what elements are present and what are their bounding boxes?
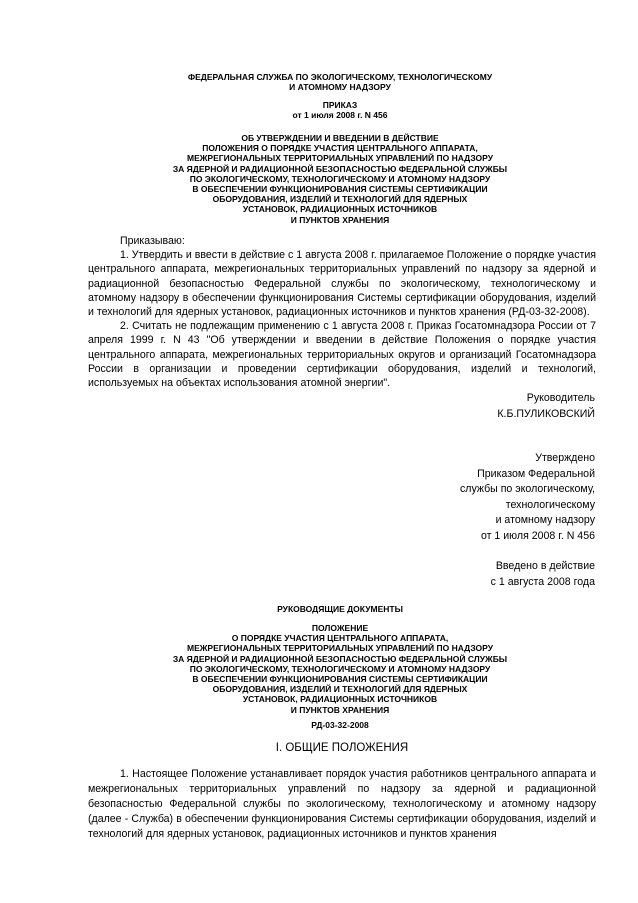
- order-title: ПРИКАЗ: [322, 100, 358, 110]
- subject-line: ОБ УТВЕРЖДЕНИИ И ВВЕДЕНИИ В ДЕЙСТВИЕ: [241, 133, 439, 143]
- regulation-code: РД-03-32-2008: [311, 720, 369, 730]
- agency-line: ФЕДЕРАЛЬНАЯ СЛУЖБА ПО ЭКОЛОГИЧЕСКОМУ, ТЕХНОЛОГИЧЕСКОМУ: [187, 72, 493, 82]
- paragraph-2: 2. Считать не подлежащим применению с 1 августа 2008 г. Приказ Госатомнадзора России от 7 апреля 1999 г. N 43 "Об утверждении и введении в действие Положения о порядке участия центрального аппарата, межрегиональных территориальных округов и организаций Госатомнадзора России в организации и проведении сертификации оборудования, изделий и технологий, используемых на объектах использования атомной энергии".: [88, 320, 596, 390]
- regulation-title-line: ОБОРУДОВАНИЯ, ИЗДЕЛИЙ И ТЕХНОЛОГИЙ ДЛЯ ЯДЕРНЫХ: [212, 684, 468, 695]
- subject-line: ЗА ЯДЕРНОЙ И РАДИАЦИОННОЙ БЕЗОПАСНОСТЬЮ ФЕДЕРАЛЬНОЙ СЛУЖБЫ: [172, 163, 508, 174]
- subject-line: УСТАНОВОК, РАДИАЦИОННЫХ ИСТОЧНИКОВ: [242, 204, 438, 215]
- signature-role: Руководитель: [526, 392, 595, 404]
- subject-line: В ОБЕСПЕЧЕНИИ ФУНКЦИОНИРОВАНИЯ СИСТЕМЫ СЕРТИФИКАЦИИ: [192, 184, 488, 195]
- agency-line: И АТОМНОМУ НАДЗОРУ: [289, 82, 391, 93]
- approval-line: и атомному надзору: [495, 514, 595, 526]
- regulation-title-line: О ПОРЯДКЕ УЧАСТИЯ ЦЕНТРАЛЬНОГО АППАРАТА,: [231, 633, 449, 644]
- subject-line: ПО ЭКОЛОГИЧЕСКОМУ, ТЕХНОЛОГИЧЕСКОМУ И АТОМНОМУ НАДЗОРУ: [189, 173, 491, 184]
- subject-line: И ПУНКТОВ ХРАНЕНИЯ: [290, 214, 390, 225]
- regulation-title-line: ПО ЭКОЛОГИЧЕСКОМУ, ТЕХНОЛОГИЧЕСКОМУ И АТОМНОМУ НАДЗОРУ: [189, 663, 491, 674]
- approval-line: Приказом Федеральной: [477, 467, 595, 480]
- intro-text: Приказываю:: [120, 235, 185, 247]
- signature-block: [295, 391, 595, 422]
- effective-date-block: [295, 559, 595, 590]
- agency-header: [60, 72, 620, 92]
- approval-line: технологическому: [505, 498, 595, 511]
- section-heading: I. ОБЩИЕ ПОЛОЖЕНИЯ: [275, 742, 409, 754]
- approval-block: [295, 451, 595, 544]
- paragraph-1: 1. Утвердить и ввести в действие с 1 августа 2008 г. прилагаемое Положение о порядке участия центрального аппарата, межрегиональных территориальных управлений по надзору за ядерной и радиационной безопасностью Федеральной службы по экологическому, технологическому и атомному надзору в обеспечении функционирования Системы сертификации оборудования, изделий и технологий для ядерных установок, радиационных источников и пунктов хранения (РД-03-32-2008).: [88, 249, 596, 319]
- approval-line: службы по экологическому,: [459, 483, 595, 495]
- regulation-title-line: И ПУНКТОВ ХРАНЕНИЯ: [290, 704, 390, 715]
- signature-name: К.Б.ПУЛИКОВСКИЙ: [497, 407, 595, 420]
- regulation-title: [60, 623, 620, 715]
- approval-line: Утверждено: [535, 452, 595, 464]
- order-title-block: [60, 100, 620, 120]
- regulation-title-line: ПОЛОЖЕНИЕ: [311, 623, 369, 633]
- subject-line: МЕЖРЕГИОНАЛЬНЫХ ТЕРРИТОРИАЛЬНЫХ УПРАВЛЕНИЙ ПО НАДЗОРУ: [187, 153, 493, 164]
- regulation-heading: РУКОВОДЯЩИЕ ДОКУМЕНТЫ: [277, 604, 403, 614]
- order-date: от 1 июля 2008 г. N 456: [292, 110, 388, 121]
- effective-line: Введено в действие: [495, 560, 595, 572]
- order-body: [88, 234, 596, 390]
- regulation-title-line: В ОБЕСПЕЧЕНИИ ФУНКЦИОНИРОВАНИЯ СИСТЕМЫ СЕРТИФИКАЦИИ: [192, 674, 488, 685]
- regulation-title-line: МЕЖРЕГИОНАЛЬНЫХ ТЕРРИТОРИАЛЬНЫХ УПРАВЛЕНИЙ ПО НАДЗОРУ: [187, 643, 493, 654]
- subject-line: ПОЛОЖЕНИЯ О ПОРЯДКЕ УЧАСТИЯ ЦЕНТРАЛЬНОГО АППАРАТА,: [202, 143, 478, 154]
- subject-line: ОБОРУДОВАНИЯ, ИЗДЕЛИЙ И ТЕХНОЛОГИЙ ДЛЯ ЯДЕРНЫХ: [212, 194, 468, 205]
- clause-1: 1. Настоящее Положение устанавливает порядок участия работников центрального аппарата и межрегиональных территориальных управлений по надзору за ядерной и радиационной безопасностью Федеральной службы по экологическому, технологическому и атомному надзору (далее - Служба) в обеспечении функционирования Системы сертификации оборудования, изделий и технологий для ядерных установок, радиационных источников и пунктов хранения: [88, 768, 596, 840]
- effective-line: с 1 августа 2008 года: [490, 575, 595, 588]
- order-subject: [60, 133, 620, 225]
- regulation-title-line: ЗА ЯДЕРНОЙ И РАДИАЦИОННОЙ БЕЗОПАСНОСТЬЮ ФЕДЕРАЛЬНОЙ СЛУЖБЫ: [172, 653, 508, 664]
- regulation-title-line: УСТАНОВОК, РАДИАЦИОННЫХ ИСТОЧНИКОВ: [242, 694, 438, 705]
- approval-line: от 1 июля 2008 г. N 456: [480, 529, 595, 542]
